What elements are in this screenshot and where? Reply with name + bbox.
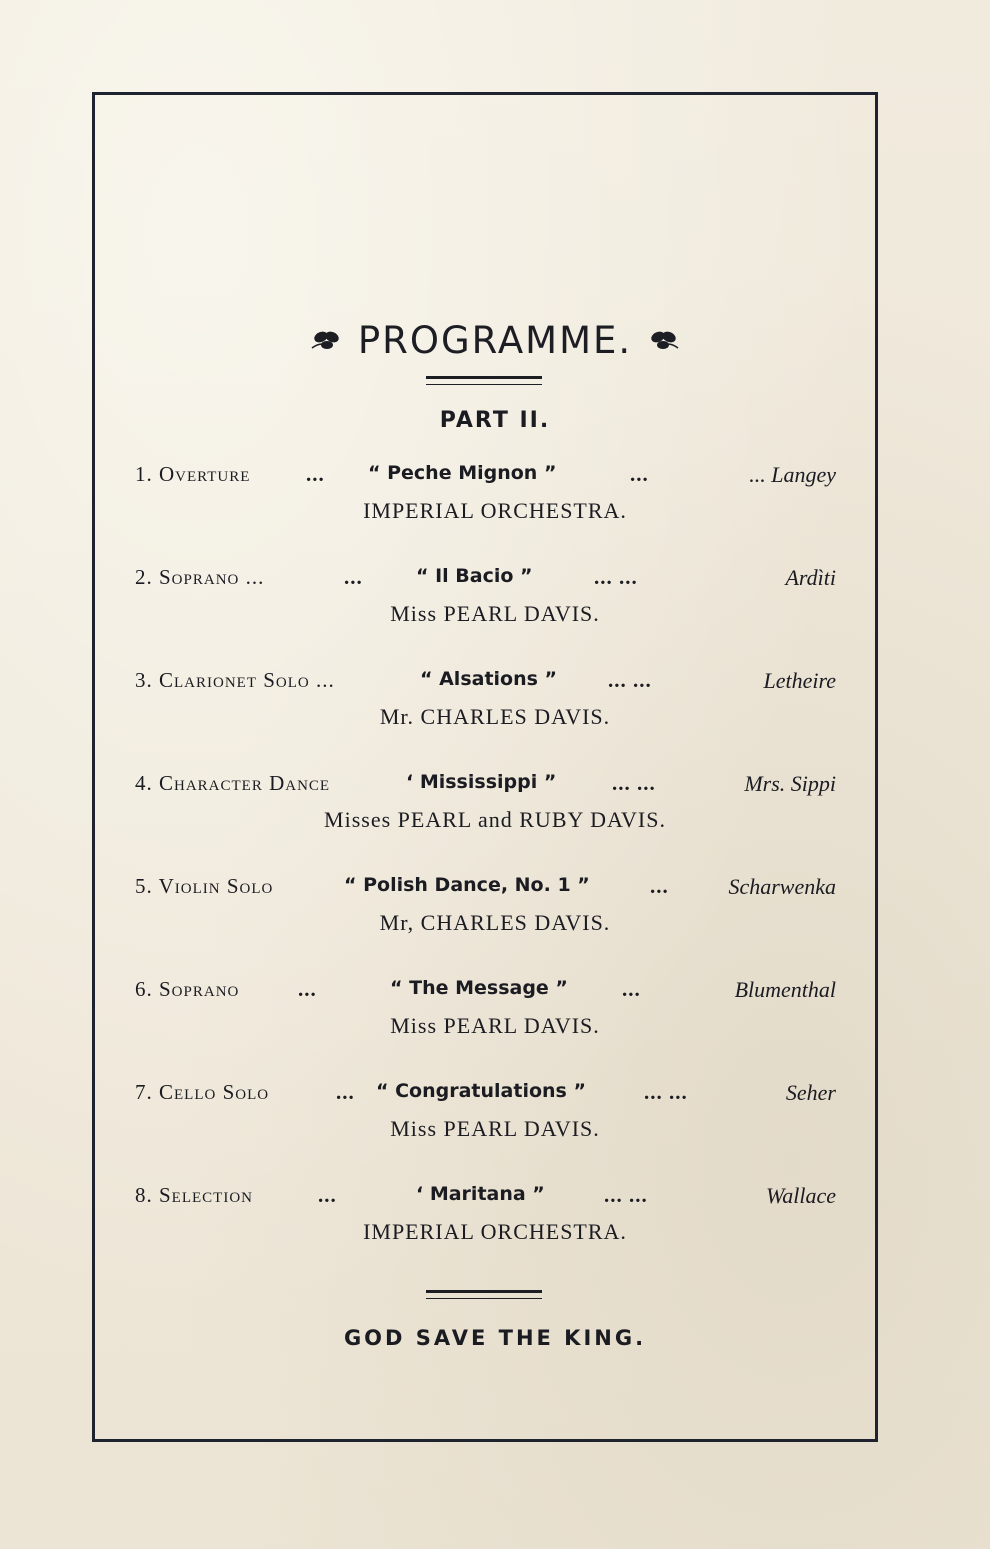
item-label: 3. Clarionet Solo ... [135, 668, 335, 692]
item-performer: Mr. CHARLES DAVIS. [379, 704, 611, 729]
divider-rule [426, 376, 542, 385]
item-label: 5. Violin Solo [135, 874, 274, 898]
item-leader-dots: ... ... [612, 771, 656, 795]
programme-item [0, 771, 990, 851]
item-title: “ The Message ” [390, 977, 568, 999]
leaf-ornament-icon [644, 328, 680, 352]
item-leader-dots: ... [318, 1183, 337, 1207]
programme-item [0, 1183, 990, 1263]
item-leader-dots: ... ... [644, 1080, 688, 1104]
item-performer: Mr, CHARLES DAVIS. [379, 910, 611, 935]
item-leader-dots: ... [622, 977, 641, 1001]
item-label: 7. Cello Solo [135, 1080, 270, 1104]
item-title: “ Polish Dance, No. 1 ” [344, 874, 590, 896]
item-title: “ Peche Mignon ” [368, 462, 557, 484]
item-leader-dots: ... [650, 874, 669, 898]
item-performer: Miss PEARL DAVIS. [390, 1013, 600, 1038]
programme-item [0, 462, 990, 542]
item-label: 6. Soprano [135, 977, 240, 1001]
programme-item [0, 874, 990, 954]
page-title: PROGRAMME. [357, 318, 633, 362]
item-leader-dots: ... ... [604, 1183, 648, 1207]
item-label: 4. Character Dance [135, 771, 331, 795]
item-label: 2. Soprano ... [135, 565, 265, 589]
item-performer: Miss PEARL DAVIS. [390, 601, 600, 626]
item-leader-dots: ... [336, 1080, 355, 1104]
item-title: ‘ Maritana ” [416, 1183, 545, 1205]
item-title: ‘ Mississippi ” [406, 771, 557, 793]
item-composer: Mrs. Sippi [744, 771, 836, 796]
item-leader-dots: ... ... [594, 565, 638, 589]
item-composer: Letheire [763, 668, 836, 693]
item-title: “ Il Bacio ” [416, 565, 533, 587]
item-performer: IMPERIAL ORCHESTRA. [363, 1219, 627, 1244]
item-performer: IMPERIAL ORCHESTRA. [363, 498, 627, 523]
item-composer: ... Langey [749, 462, 836, 487]
item-leader-dots: ... [344, 565, 363, 589]
item-title: “ Congratulations ” [376, 1080, 586, 1102]
item-composer: Scharwenka [728, 874, 836, 899]
item-performer: Miss PEARL DAVIS. [390, 1116, 600, 1141]
programme-item [0, 565, 990, 645]
item-leader-dots: ... ... [608, 668, 652, 692]
divider-rule [426, 1290, 542, 1299]
leaf-ornament-icon [310, 328, 346, 352]
item-performer: Misses PEARL and RUBY DAVIS. [324, 807, 666, 832]
item-leader-dots: ... [630, 462, 649, 486]
item-leader-dots: ... [298, 977, 317, 1001]
programme-heading [0, 318, 990, 362]
programme-item [0, 668, 990, 748]
programme-item [0, 977, 990, 1057]
programme-item [0, 1080, 990, 1160]
part-heading: PART II. [439, 408, 551, 433]
closing-line: GOD SAVE THE KING. [343, 1326, 647, 1350]
item-composer: Blumenthal [734, 977, 836, 1002]
item-title: “ Alsations ” [420, 668, 558, 690]
item-composer: Seher [785, 1080, 836, 1105]
item-label: 1. Overture [135, 462, 251, 486]
item-leader-dots: ... [306, 462, 325, 486]
item-composer: Wallace [765, 1183, 836, 1208]
item-composer: Ardìti [785, 565, 836, 590]
item-label: 8. Selection [135, 1183, 253, 1207]
